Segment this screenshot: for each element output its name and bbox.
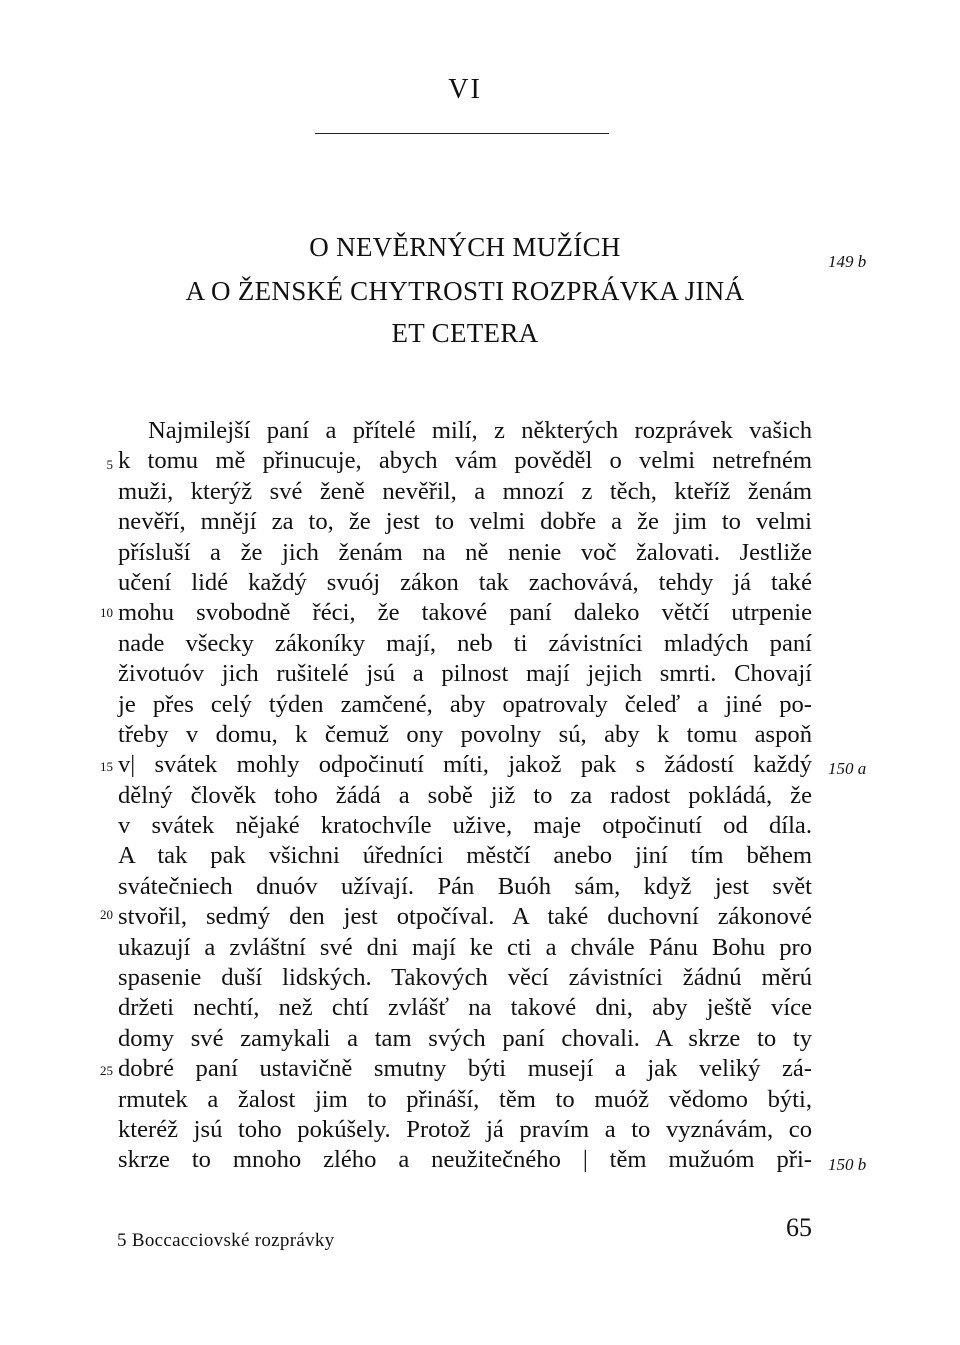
- text-line: dělný člověk toho žádá a sobě již to za radost pokládá, že: [118, 781, 812, 809]
- line-number: 25: [100, 1063, 113, 1078]
- text-line: učení lidé každý svuój zákon tak zachovává, tehdy já také: [118, 568, 812, 596]
- text-line: kteréž jsú toho pokúšely. Protož já pravím a to vyznávám, co: [118, 1115, 812, 1143]
- text-line: mohu svobodně řéci, že takové paní daleko větčí utrpenie: [118, 599, 812, 627]
- text-line: skrze to mnoho zlého a neužitečného | těm mužuóm při-: [118, 1146, 812, 1174]
- folio-marker: 150 b: [828, 1155, 867, 1174]
- chapter-title-line-3: ET CETERA: [391, 318, 539, 348]
- text-line: domy své zamykali a tam svých paní chovali. A skrze to ty: [118, 1024, 812, 1052]
- footer-signature: 5 Boccacciovské rozprávky: [117, 1230, 335, 1251]
- text-line: v svátek nějaké kratochvíle užive, maje otpočinutí od díla.: [118, 812, 812, 840]
- text-line: nade všecky zákoníky mají, neb ti závistníci mladých paní: [118, 629, 812, 657]
- folio-marker: 150 a: [828, 759, 867, 778]
- body-text: [118, 416, 812, 1176]
- text-line: ukazují a zvláštní své dni mají ke cti a chvále Pánu Bohu pro: [118, 933, 812, 961]
- chapter-title-line-2: A O ŽENSKÉ CHYTROSTI ROZPRÁVKA JINÁ: [185, 276, 745, 306]
- text-line: v| svátek mohly odpočinutí míti, jakož pak s žádostí každý: [118, 751, 812, 779]
- text-line: svátečniech dnuóv užívají. Pán Buóh sám, když jest svět: [118, 872, 812, 900]
- text-line: držeti nechtí, než chtí zvlášť na takové dni, aby ještě více: [118, 994, 812, 1022]
- line-number: 20: [100, 907, 113, 922]
- text-line: životuóv jich rušitelé jsú a pilnost mají jejich smrti. Chovají: [118, 660, 812, 688]
- text-line: přísluší a že jich ženám na ně nenie voč žalovati. Jestliže: [118, 538, 812, 566]
- text-line: spasenie duší lidských. Takových věcí závistníci žádnú měrú: [118, 964, 812, 992]
- text-line: Najmilejší paní a přítelé milí, z některých rozprávek vašich: [148, 417, 812, 444]
- folio-marker: 149 b: [828, 252, 867, 271]
- line-number: 10: [100, 605, 113, 620]
- text-line: třeby v domu, k čemuž ony povolny sú, aby k tomu aspoň: [118, 720, 812, 748]
- chapter-number: VI: [448, 74, 482, 105]
- line-number: 15: [100, 759, 113, 774]
- text-line: A tak pak všichni úředníci městčí anebo jiní tím během: [118, 842, 812, 870]
- text-line: dobré paní ustavičně smutny býti musejí a jak veliký zá-: [118, 1055, 812, 1083]
- text-line: nevěří, mnějí za to, že jest to velmi dobře a že jim to velmi: [118, 508, 812, 536]
- text-line: stvořil, sedmý den jest otpočíval. A také duchovní zákonové: [118, 903, 812, 931]
- text-line: k tomu mě přinucuje, abych vám pověděl o velmi netrefném: [118, 447, 812, 475]
- line-number: 5: [106, 457, 113, 472]
- page-number: 65: [786, 1213, 812, 1242]
- chapter-divider: [315, 133, 609, 134]
- text-line: muži, kterýž své ženě nevěřil, a mnozí z těch, kteříž ženám: [118, 477, 812, 505]
- text-line: je přes celý týden zamčené, aby opatrovaly čeleď a jiné po-: [118, 690, 812, 718]
- text-line: rmutek a žalost jim to přináší, těm to muóž vědomo býti,: [118, 1085, 812, 1113]
- chapter-title-line-1: O NEVĚRNÝCH MUŽÍCH: [309, 232, 621, 262]
